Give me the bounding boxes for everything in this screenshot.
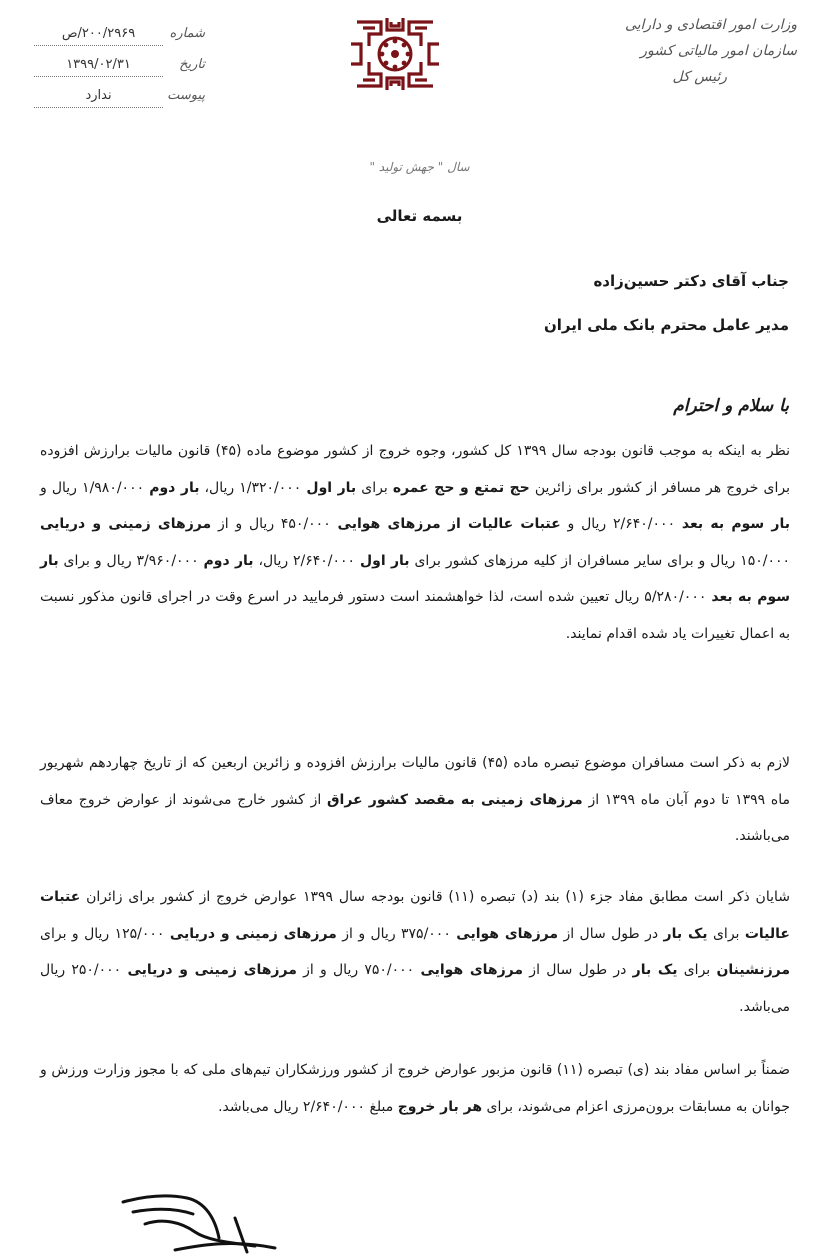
recipient-position: مدیر عامل محترم بانک ملی ایران <box>543 316 789 334</box>
signature-icon <box>115 1188 285 1254</box>
body-text: در طول سال از <box>558 925 664 942</box>
ministry-line-2: سازمان امور مالیاتی کشور <box>640 43 797 59</box>
body-text: مبلغ ۲/۶۴۰/۰۰۰ ریال می‌باشد. <box>218 1098 398 1115</box>
body-text: ۵/۲۸۰/۰۰۰ ریال تعیین شده است، لذا خواهشمند است دستور فرمایید در اسرع وقت در اجرای قانون مذکور نسبت به اعمال تغییرات یاد شده اقدام نمایند. <box>40 589 790 642</box>
meta-date-row <box>34 53 209 84</box>
emphasis-text: بار سوم به بعد <box>681 516 790 532</box>
emphasis-text: بار اول <box>306 479 357 496</box>
emphasis-text: مرزهای هوایی <box>456 925 559 942</box>
body-text: از کشور خارج می‌شوند از عوارض خروج معاف می‌باشند. <box>40 791 790 844</box>
ministry-line-3: رئیس کل <box>672 69 727 85</box>
emphasis-text: مرزهای زمینی و دریایی <box>169 925 337 942</box>
emphasis-text: حج تمتع و حج عمره <box>392 479 530 496</box>
meta-attachment-row <box>34 84 209 115</box>
emphasis-text: عتبات عالیات <box>40 889 790 942</box>
emphasis-text: مرزنشینان <box>716 962 791 978</box>
emphasis-text: بار اول <box>359 552 410 569</box>
body-text: برای <box>707 925 745 942</box>
date-value: ۱۳۹۹/۰۲/۳۱ <box>34 56 163 77</box>
body-text: برای <box>356 479 393 496</box>
body-text: ۲۵۰/۰۰۰ ریال می‌باشد. <box>40 962 790 1015</box>
body-text: ۱۲۵/۰۰۰ ریال و برای <box>40 925 170 942</box>
attachment-value: ندارد <box>34 87 163 108</box>
emphasis-text: هر بار خروج <box>397 1098 483 1115</box>
body-text: شایان ذکر است مطابق مفاد جزء (۱) بند (د) تبصره (۱۱) قانون بودجه سال ۱۳۹۹ عوارض خروج از کشور برای زائران <box>80 889 790 905</box>
body-text: لازم به ذکر است مسافران موضوع تبصره ماده (۴۵) قانون مالیات برارزش افزوده و زائرین اربعین که از تاریخ چهاردهم شهریور ماه ۱۳۹۹ تا دوم آبان ماه ۱۳۹۹ از <box>40 755 791 808</box>
meta-number-row <box>34 22 209 53</box>
greeting: با سلام و احترام <box>673 396 789 416</box>
body-text: ۳/۹۶۰/۰۰۰ ریال و برای <box>58 552 204 569</box>
emphasis-text: بار دوم <box>149 479 200 496</box>
body-text: نظر به اینکه به موجب قانون بودجه سال ۱۳۹۹ کل کشور، وجوه خروج از کشور موضوع ماده (۴۵) قانون مالیات برارزش افزوده برای خروج هر مسافر از کشور برای زائرین <box>40 443 791 496</box>
ministry-header <box>587 12 797 90</box>
emphasis-text: مرزهای هوایی <box>420 962 524 978</box>
emphasis-text: یک بار <box>632 962 678 978</box>
emphasis-text: بار دوم <box>203 552 254 569</box>
emphasis-text: بار سوم به بعد <box>40 552 791 605</box>
body-text: ۱/۹۸۰/۰۰۰ ریال و <box>40 479 150 496</box>
attachment-label: پیوست <box>167 88 205 103</box>
date-label: تاریخ <box>179 57 205 72</box>
body-text: ۴۵۰/۰۰۰ ریال و از <box>211 516 338 532</box>
recipient-title: جناب آقای دکتر حسین‌زاده <box>593 272 789 290</box>
emphasis-text: عتبات عالیات از مرزهای هوایی <box>337 516 561 532</box>
body-text: در طول سال از <box>523 962 633 978</box>
number-label: شماره <box>169 26 205 41</box>
number-value: ۲۰۰/۲۹۶۹/ص <box>34 25 163 46</box>
ministry-line-1: وزارت امور اقتصادی و دارایی <box>624 17 797 33</box>
emphasis-text: مرزهای زمینی و دریایی <box>40 516 212 532</box>
body-text: ۲/۶۴۰/۰۰۰ ریال، <box>253 552 360 569</box>
emphasis-text: مرزهای زمینی و دریایی <box>127 962 297 978</box>
paragraph-exit-fees <box>40 433 790 652</box>
body-text: ۱/۳۲۰/۰۰۰ ریال، <box>199 479 307 496</box>
body-text: برای <box>677 962 717 978</box>
basmala: بسمه تعالی <box>376 207 463 225</box>
body-text: ۱۵۰/۰۰۰ ریال و برای سایر مسافران از کلیه مرزهای کشور برای <box>409 552 791 569</box>
emphasis-text: یک بار <box>663 925 708 942</box>
body-text: ضمناً بر اساس مفاد بند (ی) تبصره (۱۱) قانون مزبور عوارض خروج از کشور ورزشکاران تیم‌های ملی که با مجوز وزارت ورزش و جوانان به مسابقات برون‌مرزی اعزام می‌شوند، برای <box>40 1062 791 1115</box>
emphasis-text: مرزهای زمینی به مقصد کشور عراق <box>327 791 583 808</box>
letter-meta <box>34 22 209 115</box>
body-text: ۲/۶۴۰/۰۰۰ ریال و <box>560 516 682 532</box>
year-slogan: سال " جهش تولید " <box>369 160 470 174</box>
paragraph-arbaeen-exemption <box>40 745 790 855</box>
paragraph-border-fees <box>40 879 790 1025</box>
paragraph-athletes <box>40 1052 790 1125</box>
tax-organization-logo-icon <box>347 14 443 94</box>
body-text: ۷۵۰/۰۰۰ ریال و از <box>296 962 421 978</box>
body-text: ۳۷۵/۰۰۰ ریال و از <box>336 925 457 942</box>
